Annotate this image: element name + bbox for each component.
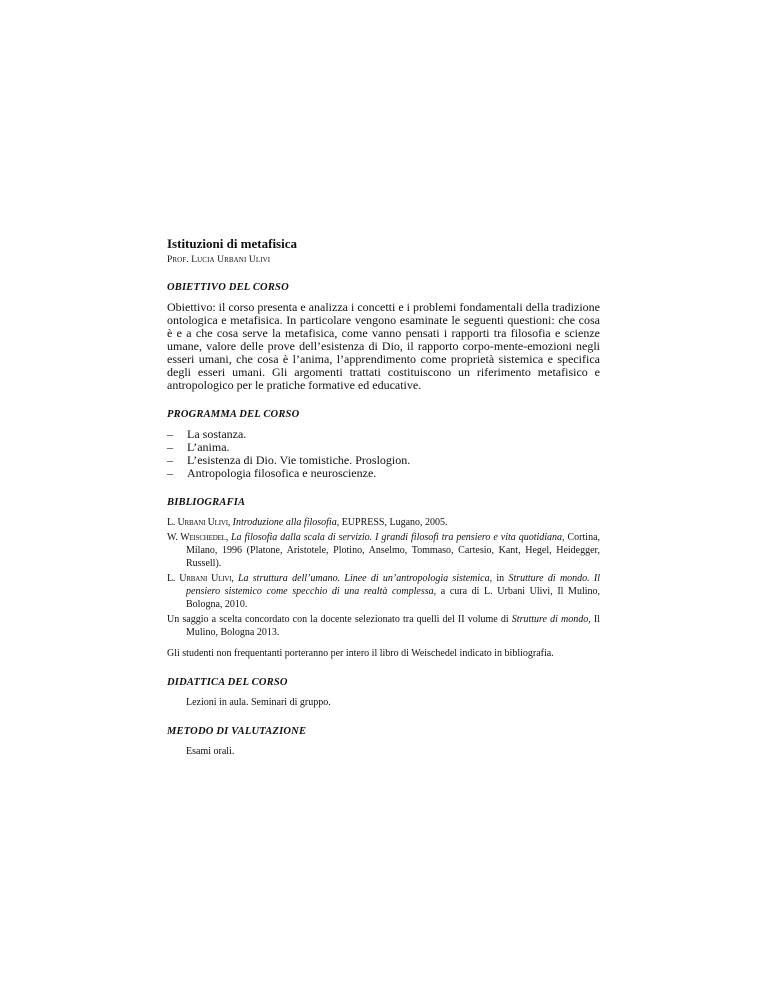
program-item-label: L’anima. <box>187 440 230 454</box>
biblio-details: Cortina, Milano, 1996 (Platone, Aristotele, Plotino, Anselmo, Tommaso, Cartesio, Kant, Hegel, Heidegger, Russell). <box>186 532 601 569</box>
biblio-author: L. Urbani Ulivi, <box>167 573 234 584</box>
biblio-title: La struttura dell’umano. Linee di un’antropologia sistemica, <box>237 573 493 584</box>
bibliography-entry <box>167 572 600 611</box>
biblio-prefix: Un saggio a scelta concordato con la docente selezionato tra quelli del II volume di <box>167 614 509 625</box>
biblio-volume-title: Strutture di mondo. Il pensiero sistemico come specchio di una realtà complessa, <box>186 573 601 597</box>
program-list <box>167 428 600 480</box>
biblio-details: EUPRESS, Lugano, 2005. <box>341 517 448 528</box>
evaluation-text: Esami orali. <box>186 746 235 757</box>
program-item <box>167 467 600 480</box>
evaluation-heading: METODO DI VALUTAZIONE <box>167 726 307 737</box>
list-dash: – <box>167 427 173 441</box>
list-dash: – <box>167 453 173 467</box>
course-page <box>167 236 600 758</box>
program-item-label: L’esistenza di Dio. Vie tomistiche. Proslogion. <box>187 453 411 467</box>
program-heading: PROGRAMMA DEL CORSO <box>167 409 300 420</box>
list-dash: – <box>167 440 173 454</box>
course-title: Istituzioni di metafisica <box>167 236 297 251</box>
didactics-heading: DIDATTICA DEL CORSO <box>167 677 288 688</box>
list-dash: – <box>167 466 173 480</box>
biblio-details: , Il Mulino, Bologna 2013. <box>186 614 601 638</box>
didactics-text: Lezioni in aula. Seminari di gruppo. <box>186 697 331 708</box>
biblio-connector: in <box>496 573 505 584</box>
objective-text: Obiettivo: il corso presenta e analizza i concetti e i problemi fondamentali della tradizione ontologica e metafisica. In particolare vengono esaminate le seguenti questioni: che cosa è e a che cosa serve la metafisica, come vanno pensati i rapporti tra filosofia e scienze umane, valore delle prove dell’esistenza di Dio, il rapporto corpo-mente-emozioni negli esseri umani, che cosa è l’anima, l’apprendimento come proprietà sistemica e specifica degli esseri umani. Gli argomenti trattati costituiscono un riferimento metafisico e antropologico per le pratiche formative ed educative. <box>167 300 600 392</box>
biblio-title: La filosofia dalla scala di servizio. I grandi filosofi tra pensiero e vita quotidiana, <box>231 532 565 543</box>
objective-heading: OBIETTIVO DEL CORSO <box>167 282 289 293</box>
program-item-label: Antropologia filosofica e neuroscienze. <box>187 466 377 480</box>
bibliography-heading: BIBLIOGRAFIA <box>167 497 246 508</box>
biblio-title: Strutture di mondo <box>511 614 589 625</box>
biblio-author: W. Weischedel, <box>167 532 229 543</box>
bibliography-entry <box>167 516 600 529</box>
program-item-label: La sostanza. <box>187 427 247 441</box>
bibliography-entry <box>167 531 600 570</box>
biblio-details: a cura di L. Urbani Ulivi, Il Mulino, Bologna, 2010. <box>186 586 600 610</box>
bibliography-entry <box>167 613 600 639</box>
biblio-title: Introduzione alla filosofia, <box>232 517 340 528</box>
professor-name: Prof. Lucia Urbani Ulivi <box>167 255 271 265</box>
non-attending-note: Gli studenti non frequentanti porteranno per intero il libro di Weischedel indicato in bibliografia. <box>167 648 554 659</box>
program-item <box>167 428 600 441</box>
biblio-author: L. Urbani Ulivi, <box>167 517 231 528</box>
